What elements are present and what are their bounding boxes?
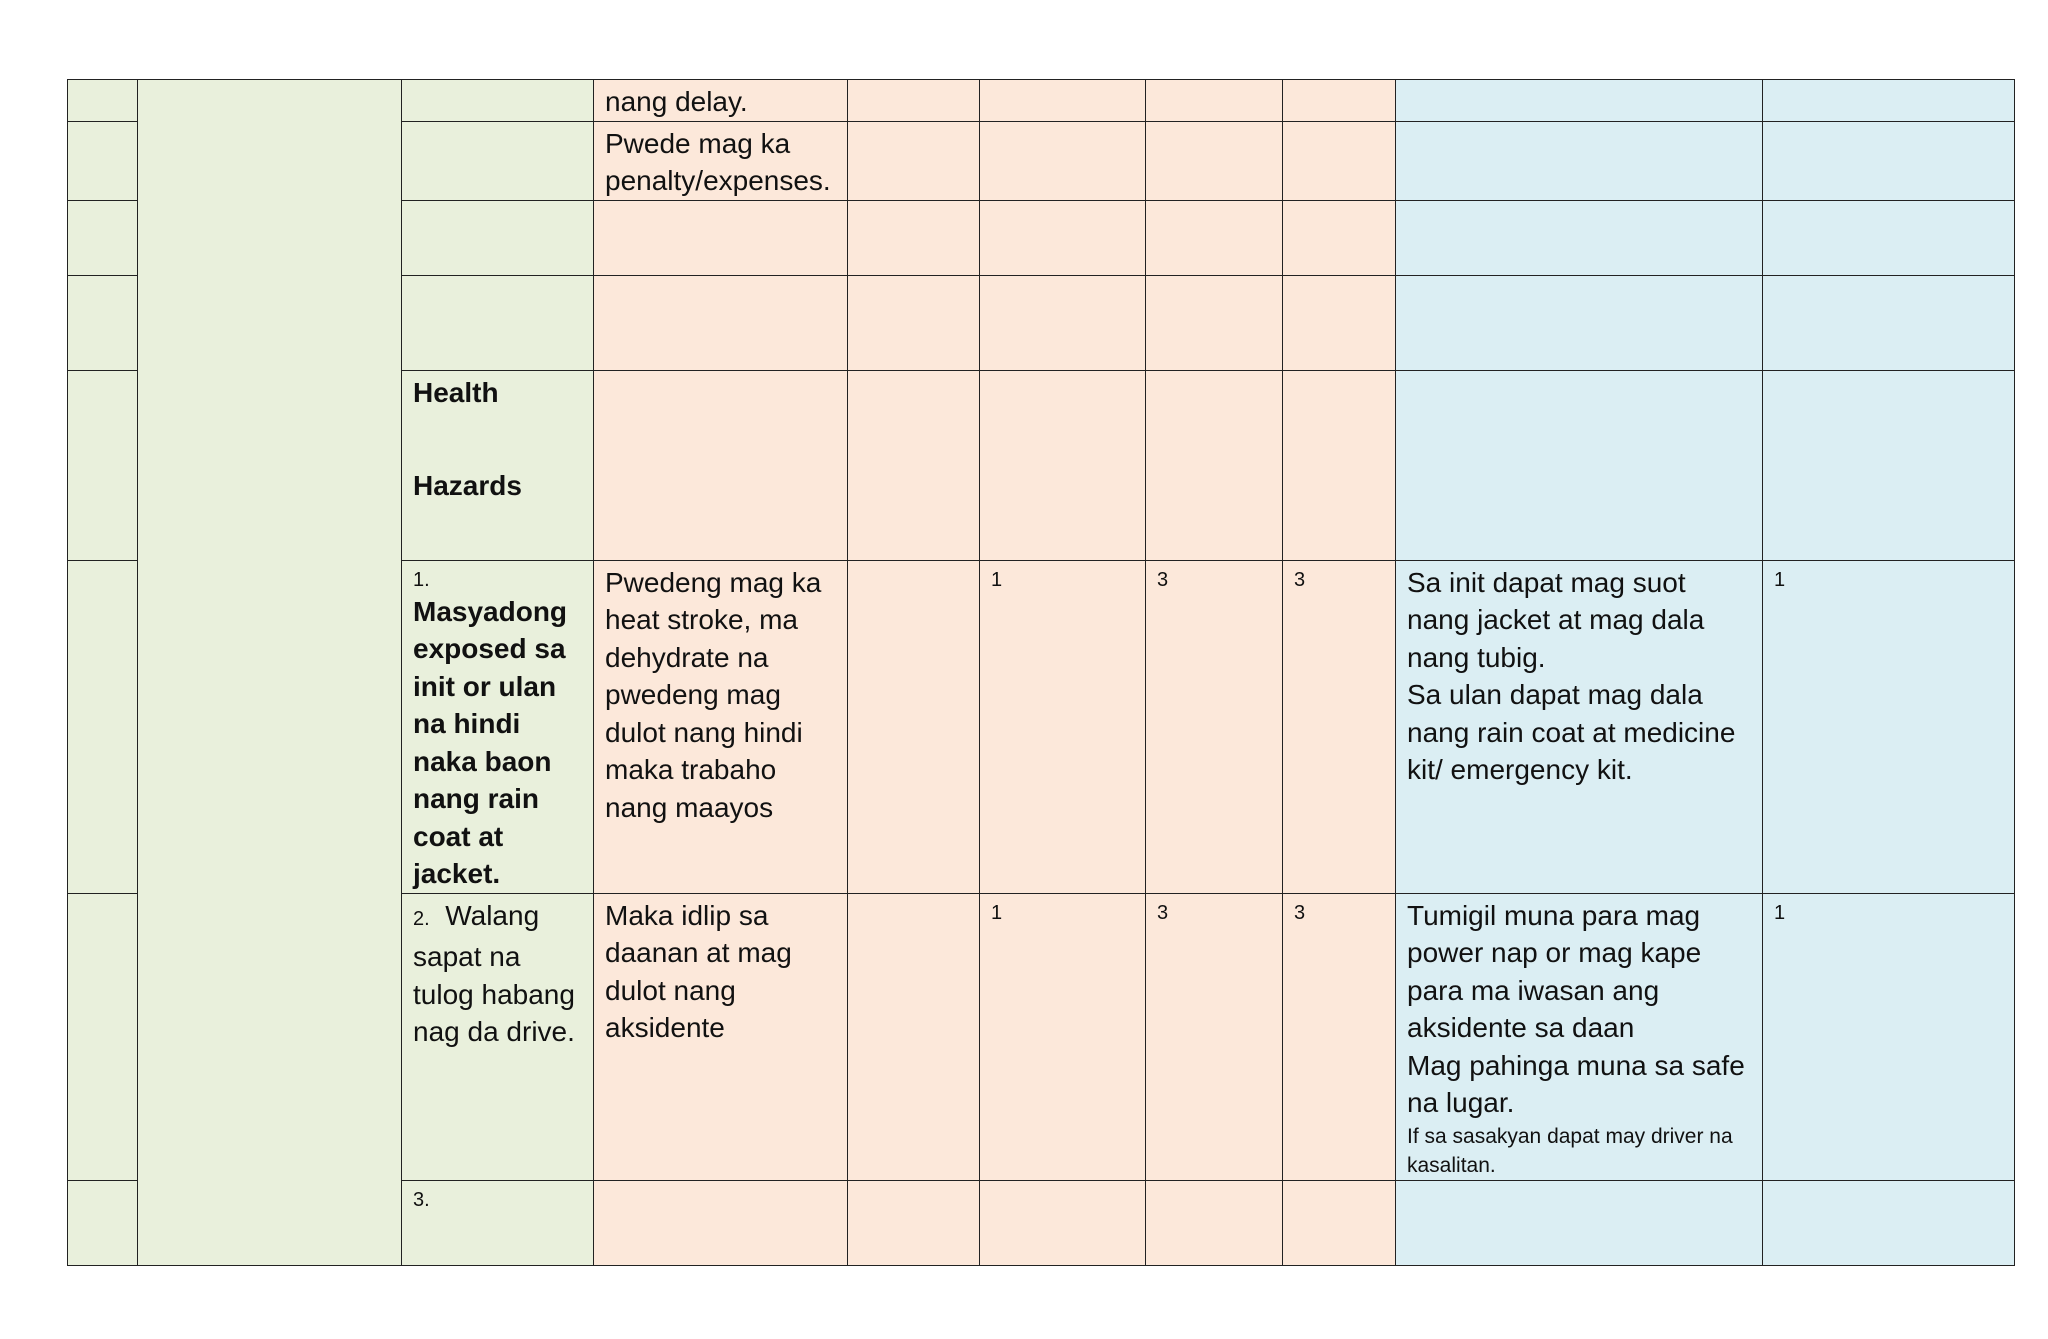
likelihood-cell: 1 [980, 893, 1146, 1180]
control-cell [1396, 200, 1763, 275]
blank-cell [848, 275, 980, 370]
severity-cell: 3 [1146, 560, 1283, 893]
heading-line-health: Health [413, 376, 499, 408]
description-cell [594, 1180, 848, 1265]
description-cell: Pwede mag ka penalty/expenses. [594, 121, 848, 200]
likelihood-cell [980, 121, 1146, 200]
blank-cell [848, 893, 980, 1180]
hazard-cell [402, 200, 594, 275]
hazard-cell: 3. [402, 1180, 594, 1265]
risk-rating-cell: 3 [1283, 560, 1396, 893]
description-cell: nang delay. [594, 80, 848, 122]
control-cell [1396, 275, 1763, 370]
blank-cell [848, 121, 980, 200]
hazard-cell [402, 893, 594, 1180]
residual-cell [1763, 1180, 2015, 1265]
control-cell [1396, 560, 1763, 893]
row-number-cell [68, 560, 138, 893]
control-cell [1396, 121, 1763, 200]
hazard-cell [402, 275, 594, 370]
row-number-cell [68, 893, 138, 1180]
severity-cell [1146, 200, 1283, 275]
blank-cell [848, 1180, 980, 1265]
heading-line-hazards: Hazards [413, 470, 522, 501]
residual-cell: 1 [1763, 560, 2015, 893]
blank-cell [848, 560, 980, 893]
row-number-cell [68, 275, 138, 370]
row-number-cell [68, 200, 138, 275]
residual-cell: 1 [1763, 893, 2015, 1180]
risk-rating-cell: 3 [1283, 893, 1396, 1180]
control-cell [1396, 370, 1763, 560]
row-number-cell [68, 370, 138, 560]
description-cell: Maka idlip sa daanan at mag dulot nang aksidente [594, 893, 848, 1180]
description-cell [594, 370, 848, 560]
control-cell [1396, 1180, 1763, 1265]
control-text-1: Tumigil muna para mag power nap or mag kape para ma iwasan ang aksidente sa daan [1407, 899, 1702, 1043]
severity-cell [1146, 80, 1283, 122]
risk-rating-cell [1283, 121, 1396, 200]
hazard-cell [402, 80, 594, 122]
description-cell [594, 275, 848, 370]
blank-cell [848, 370, 980, 560]
severity-cell [1146, 1180, 1283, 1265]
residual-cell [1763, 80, 2015, 122]
severity-cell [1146, 370, 1283, 560]
hazard-text: Masyadong exposed sa init or ulan na hindi naka baon nang rain coat at jacket. [413, 595, 568, 889]
control-note: If sa sasakyan dapat may driver na kasalitan. [1407, 1124, 1733, 1177]
severity-cell [1146, 275, 1283, 370]
row-number-cell [68, 80, 138, 122]
row-number-cell [68, 121, 138, 200]
risk-rating-cell [1283, 370, 1396, 560]
hazard-number: 2. [413, 907, 430, 930]
likelihood-cell [980, 80, 1146, 122]
control-text-2: Mag pahinga muna sa safe na lugar. [1407, 1049, 1745, 1118]
description-cell [594, 200, 848, 275]
likelihood-cell [980, 275, 1146, 370]
blank-cell [848, 80, 980, 122]
control-cell [1396, 80, 1763, 122]
severity-cell: 3 [1146, 893, 1283, 1180]
likelihood-cell: 1 [980, 560, 1146, 893]
risk-rating-cell [1283, 1180, 1396, 1265]
residual-cell [1763, 275, 2015, 370]
likelihood-cell [980, 370, 1146, 560]
activity-cell [138, 80, 402, 1266]
likelihood-cell [980, 200, 1146, 275]
hazard-text: Walang sapat na tulog habang nag da drive. [413, 899, 575, 1047]
control-text-1: Sa init dapat mag suot nang jacket at mag dala nang tubig. [1407, 566, 1705, 673]
hazard-cell [402, 560, 594, 893]
hazard-cell [402, 121, 594, 200]
risk-rating-cell [1283, 80, 1396, 122]
residual-cell [1763, 370, 2015, 560]
severity-cell [1146, 121, 1283, 200]
description-cell: Pwedeng mag ka heat stroke, ma dehydrate na pwedeng mag dulot nang hindi maka trabaho nang maayos [594, 560, 848, 893]
row-number-cell [68, 1180, 138, 1265]
control-text-2: Sa ulan dapat mag dala nang rain coat at medicine kit/ emergency kit. [1407, 679, 1736, 785]
table-row [68, 80, 2015, 122]
risk-rating-cell [1283, 275, 1396, 370]
hazard-number: 1. [413, 568, 430, 591]
risk-assessment-table [67, 79, 2015, 1266]
likelihood-cell [980, 1180, 1146, 1265]
risk-rating-cell [1283, 200, 1396, 275]
residual-cell [1763, 121, 2015, 200]
section-heading [402, 370, 594, 560]
residual-cell [1763, 200, 2015, 275]
control-cell [1396, 893, 1763, 1180]
blank-cell [848, 200, 980, 275]
